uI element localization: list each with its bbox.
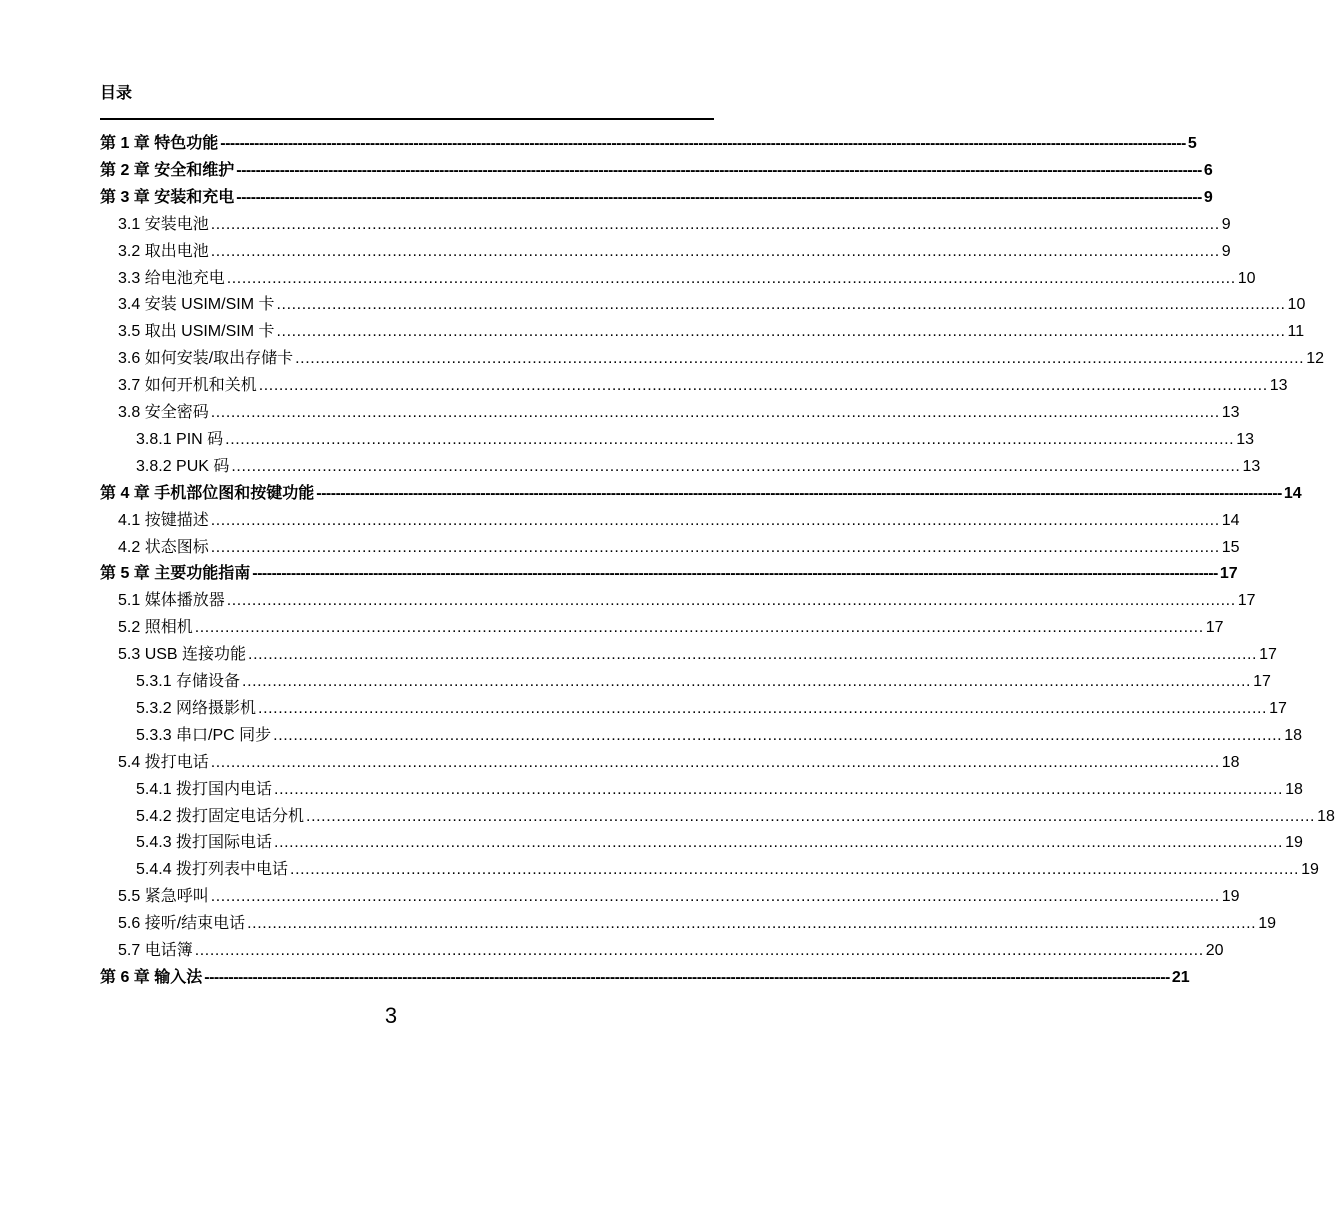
toc-entry-page: 20 bbox=[1205, 942, 1224, 959]
toc-entry-label: 3.6 如何安装/取出存储卡 bbox=[118, 350, 294, 367]
toc-section-entry[interactable] bbox=[118, 910, 1276, 937]
toc-entry-label: 第 6 章 输入法 bbox=[100, 969, 203, 986]
toc-entry-label: 3.8 安全密码 bbox=[118, 404, 209, 421]
toc-leader: ........................................................................................................................................................................................................ bbox=[210, 404, 1220, 421]
toc-entry-page: 10 bbox=[1237, 270, 1256, 287]
toc-entry-page: 18 bbox=[1317, 808, 1335, 825]
toc-entry-page: 17 bbox=[1205, 619, 1224, 636]
toc-entry-page: 17 bbox=[1259, 646, 1277, 663]
toc-entry-label: 5.4.3 拨打国际电话 bbox=[136, 834, 273, 851]
toc-leader: -------------------------------------------------------------------------------------------------------------------------------------------------------------------------------------------------------- bbox=[220, 135, 1186, 152]
toc-entry-label: 3.3 给电池充电 bbox=[118, 270, 225, 287]
toc-section-entry[interactable] bbox=[118, 749, 1240, 776]
toc-entry-page: 9 bbox=[1203, 189, 1213, 206]
toc-entry-label: 第 3 章 安装和充电 bbox=[100, 189, 235, 206]
toc-entry-page: 18 bbox=[1285, 781, 1303, 798]
toc-leader: ........................................................................................................................................................................................................ bbox=[210, 539, 1220, 556]
toc-section-entry[interactable] bbox=[136, 776, 1303, 803]
toc-leader: ........................................................................................................................................................................................................ bbox=[290, 861, 1300, 878]
toc-section-entry[interactable] bbox=[118, 291, 1306, 318]
toc-entry-label: 5.4 拨打电话 bbox=[118, 754, 209, 771]
toc-leader: ........................................................................................................................................................................................................ bbox=[231, 458, 1241, 475]
toc-section-entry[interactable] bbox=[136, 668, 1271, 695]
toc-leader: -------------------------------------------------------------------------------------------------------------------------------------------------------------------------------------------------------- bbox=[316, 485, 1282, 502]
toc-chapter-entry[interactable] bbox=[100, 964, 1190, 991]
toc-leader: ........................................................................................................................................................................................................ bbox=[210, 512, 1220, 529]
toc-section-entry[interactable] bbox=[118, 372, 1288, 399]
toc-entry-page: 17 bbox=[1269, 700, 1287, 717]
toc-section-entry[interactable] bbox=[118, 345, 1324, 372]
toc-entry-page: 6 bbox=[1203, 162, 1213, 179]
toc-leader: ........................................................................................................................................................................................................ bbox=[276, 296, 1286, 313]
toc-leader: ........................................................................................................................................................................................................ bbox=[306, 808, 1316, 825]
toc-leader: -------------------------------------------------------------------------------------------------------------------------------------------------------------------------------------------------------- bbox=[204, 969, 1170, 986]
toc-section-entry[interactable] bbox=[118, 937, 1224, 964]
toc-section-entry[interactable] bbox=[118, 265, 1256, 292]
toc-section-entry[interactable] bbox=[118, 318, 1305, 345]
toc-leader: ........................................................................................................................................................................................................ bbox=[210, 888, 1220, 905]
toc-entry-label: 5.7 电话簿 bbox=[118, 942, 193, 959]
toc-entry-label: 5.3.2 网络摄影机 bbox=[136, 700, 257, 717]
toc-leader: ........................................................................................................................................................................................................ bbox=[194, 619, 1204, 636]
toc-leader: ........................................................................................................................................................................................................ bbox=[210, 243, 1220, 260]
toc-leader: ........................................................................................................................................................................................................ bbox=[242, 673, 1252, 690]
toc-section-entry[interactable] bbox=[118, 238, 1231, 265]
toc-leader: ........................................................................................................................................................................................................ bbox=[258, 700, 1268, 717]
toc-leader: ........................................................................................................................................................................................................ bbox=[295, 350, 1305, 367]
toc-section-entry[interactable] bbox=[118, 534, 1240, 561]
toc-entry-label: 5.4.1 拨打国内电话 bbox=[136, 781, 273, 798]
toc-section-entry[interactable] bbox=[118, 399, 1240, 426]
toc-entry-page: 9 bbox=[1221, 243, 1231, 260]
toc-section-entry[interactable] bbox=[118, 883, 1240, 910]
toc-entry-label: 5.1 媒体播放器 bbox=[118, 592, 225, 609]
toc-entry-label: 5.5 紧急呼叫 bbox=[118, 888, 209, 905]
toc-chapter-entry[interactable] bbox=[100, 130, 1197, 157]
toc-leader: ........................................................................................................................................................................................................ bbox=[274, 781, 1284, 798]
toc-leader: ........................................................................................................................................................................................................ bbox=[247, 915, 1257, 932]
toc-entry-page: 12 bbox=[1306, 350, 1324, 367]
toc-section-entry[interactable] bbox=[118, 587, 1256, 614]
toc-entry-page: 18 bbox=[1221, 754, 1240, 771]
toc-section-entry[interactable] bbox=[118, 211, 1231, 238]
toc-leader: ........................................................................................................................................................................................................ bbox=[194, 942, 1204, 959]
toc-entry-label: 3.2 取出电池 bbox=[118, 243, 209, 260]
toc-entry-page: 14 bbox=[1221, 512, 1240, 529]
toc-entry-label: 3.8.1 PIN 码 bbox=[136, 431, 224, 448]
toc-section-entry[interactable] bbox=[136, 829, 1303, 856]
toc-entry-page: 13 bbox=[1269, 377, 1288, 394]
toc-entry-label: 5.3.1 存储设备 bbox=[136, 673, 241, 690]
toc-entry-label: 5.2 照相机 bbox=[118, 619, 193, 636]
toc-leader: -------------------------------------------------------------------------------------------------------------------------------------------------------------------------------------------------------- bbox=[236, 162, 1202, 179]
toc-section-entry[interactable] bbox=[118, 641, 1277, 668]
page-title: 目录 bbox=[100, 85, 133, 102]
toc-leader: ........................................................................................................................................................................................................ bbox=[274, 834, 1284, 851]
toc-leader: ........................................................................................................................................................................................................ bbox=[276, 323, 1286, 340]
toc-leader: ........................................................................................................................................................................................................ bbox=[258, 377, 1268, 394]
toc-entry-page: 10 bbox=[1287, 296, 1306, 313]
toc-leader: ........................................................................................................................................................................................................ bbox=[226, 592, 1236, 609]
toc-entry-page: 19 bbox=[1258, 915, 1276, 932]
toc-leader: ........................................................................................................................................................................................................ bbox=[273, 727, 1283, 744]
toc-entry-page: 9 bbox=[1221, 216, 1231, 233]
toc-entry-page: 5 bbox=[1187, 135, 1197, 152]
toc-entry-label: 5.6 接听/结束电话 bbox=[118, 915, 246, 932]
toc-chapter-entry[interactable] bbox=[100, 157, 1213, 184]
toc-entry-label: 3.5 取出 USIM/SIM 卡 bbox=[118, 323, 275, 340]
title-divider bbox=[100, 118, 714, 120]
toc-section-entry[interactable] bbox=[118, 507, 1240, 534]
toc-entry-label: 5.4.4 拨打列表中电话 bbox=[136, 861, 289, 878]
toc-entry-page: 11 bbox=[1287, 323, 1305, 340]
toc-entry-page: 17 bbox=[1253, 673, 1271, 690]
toc-section-entry[interactable] bbox=[136, 695, 1287, 722]
toc-section-entry[interactable] bbox=[136, 803, 1335, 830]
toc-entry-label: 第 4 章 手机部位图和按键功能 bbox=[100, 485, 315, 502]
toc-entry-label: 3.8.2 PUK 码 bbox=[136, 458, 230, 475]
toc-section-entry[interactable] bbox=[136, 453, 1261, 480]
toc-entry-page: 19 bbox=[1301, 861, 1319, 878]
toc-section-entry[interactable] bbox=[118, 614, 1224, 641]
toc-leader: ........................................................................................................................................................................................................ bbox=[225, 431, 1235, 448]
toc-leader: ........................................................................................................................................................................................................ bbox=[210, 754, 1220, 771]
toc-entry-label: 5.3 USB 连接功能 bbox=[118, 646, 247, 663]
toc-leader: ........................................................................................................................................................................................................ bbox=[210, 216, 1220, 233]
toc-leader: ........................................................................................................................................................................................................ bbox=[248, 646, 1258, 663]
toc-entry-page: 17 bbox=[1219, 565, 1238, 582]
toc-entry-page: 18 bbox=[1284, 727, 1303, 744]
toc-leader: -------------------------------------------------------------------------------------------------------------------------------------------------------------------------------------------------------- bbox=[236, 189, 1202, 206]
toc-section-entry[interactable] bbox=[136, 856, 1319, 883]
toc-chapter-entry[interactable] bbox=[100, 560, 1238, 587]
toc-entry-page: 13 bbox=[1236, 431, 1255, 448]
toc-entry-page: 19 bbox=[1221, 888, 1240, 905]
toc-entry-label: 4.1 按键描述 bbox=[118, 512, 209, 529]
toc-entry-label: 第 2 章 安全和维护 bbox=[100, 162, 235, 179]
toc-chapter-entry[interactable] bbox=[100, 184, 1213, 211]
toc-entry-page: 21 bbox=[1171, 969, 1190, 986]
toc-entry-label: 3.1 安装电池 bbox=[118, 216, 209, 233]
toc-entry-page: 13 bbox=[1242, 458, 1261, 475]
toc-entry-label: 第 1 章 特色功能 bbox=[100, 135, 219, 152]
toc-entry-label: 3.7 如何开机和关机 bbox=[118, 377, 257, 394]
toc-entry-page: 19 bbox=[1285, 834, 1303, 851]
toc-chapter-entry[interactable] bbox=[100, 480, 1302, 507]
toc-section-entry[interactable] bbox=[136, 722, 1303, 749]
toc-entry-label: 5.3.3 串口/PC 同步 bbox=[136, 727, 272, 744]
toc-entry-page: 17 bbox=[1237, 592, 1256, 609]
toc-section-entry[interactable] bbox=[136, 426, 1255, 453]
toc-entry-page: 14 bbox=[1283, 485, 1302, 502]
toc-entry-label: 3.4 安装 USIM/SIM 卡 bbox=[118, 296, 275, 313]
toc-entry-label: 5.4.2 拨打固定电话分机 bbox=[136, 808, 305, 825]
toc-entry-label: 第 5 章 主要功能指南 bbox=[100, 565, 251, 582]
toc-leader: -------------------------------------------------------------------------------------------------------------------------------------------------------------------------------------------------------- bbox=[252, 565, 1218, 582]
page-number: 3 bbox=[384, 1003, 398, 1028]
toc-leader: ........................................................................................................................................................................................................ bbox=[226, 270, 1236, 287]
toc-entry-page: 13 bbox=[1221, 404, 1240, 421]
toc-entry-label: 4.2 状态图标 bbox=[118, 539, 209, 556]
toc-entry-page: 15 bbox=[1221, 539, 1240, 556]
